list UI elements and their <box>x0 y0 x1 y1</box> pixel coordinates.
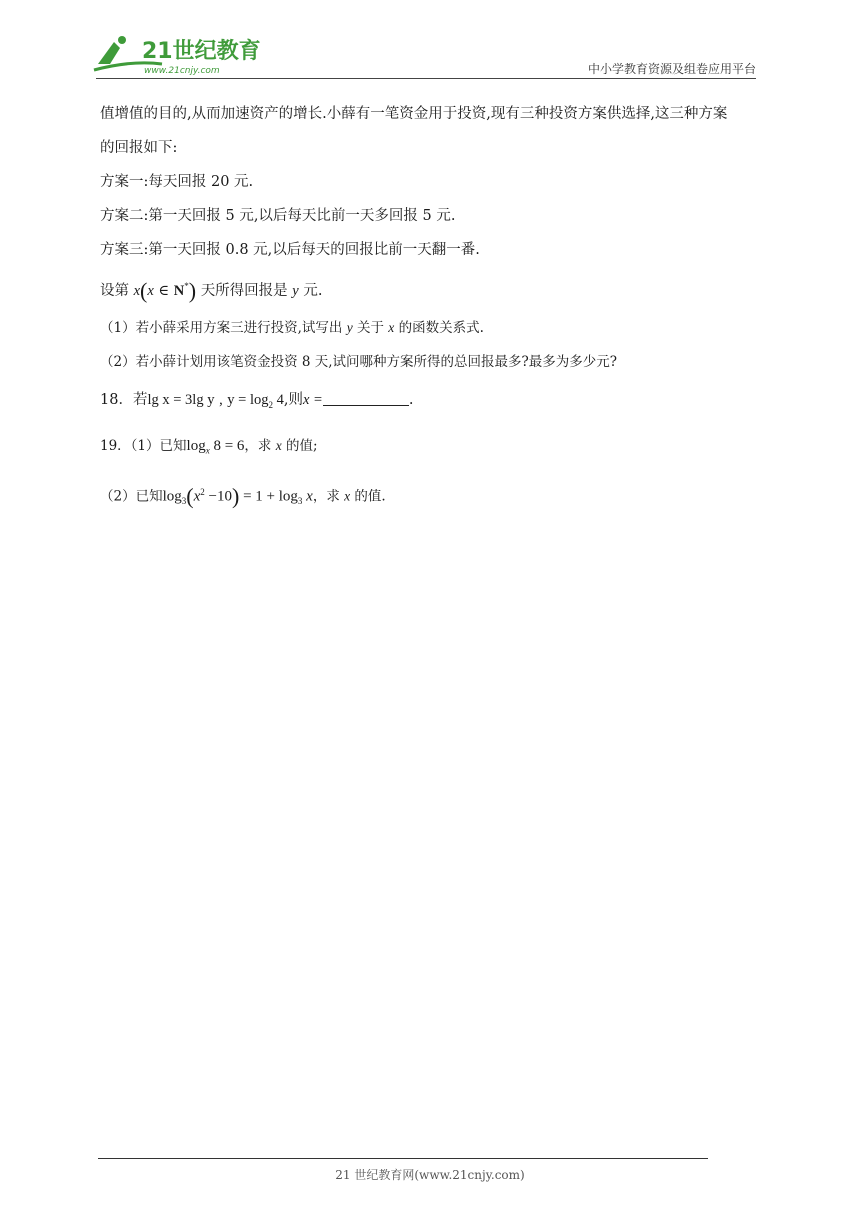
variable-definition: 设第 x(x ∈ N*) 天所得回报是 y 元. <box>100 277 323 303</box>
answer-blank[interactable] <box>323 391 409 406</box>
plan-two: 方案二:第一天回报 5 元,以后每天比前一天多回报 5 元. <box>100 208 456 224</box>
platform-name: 中小学教育资源及组卷应用平台 <box>587 62 756 76</box>
svg-text:www.21cnjy.com: www.21cnjy.com <box>144 66 220 76</box>
footer-text: 21 世纪教育网(www.21cnjy.com) <box>335 1168 525 1182</box>
plan-three: 方案三:第一天回报 0.8 元,以后每天的回报比前一天翻一番. <box>100 242 480 258</box>
question-1: （1）若小薛采用方案三进行投资,试写出 y 关于 x 的函数关系式. <box>100 320 484 336</box>
page-header <box>0 0 860 90</box>
paragraph-line: 的回报如下: <box>100 140 178 156</box>
question-2: （2）若小薛计划用该笔资金投资 8 天,试问哪种方案所得的总回报最多?最多为多少元? <box>100 354 618 370</box>
logo-21cnjy <box>92 30 272 78</box>
paragraph-line: 值增值的目的,从而加速资产的增长.小薛有一笔资金用于投资,现有三种投资方案供选择,这三种方案 <box>100 106 728 122</box>
plan-one: 方案一:每天回报 20 元. <box>100 174 254 190</box>
svg-text:21世纪教育: 21世纪教育 <box>142 39 261 64</box>
problem-18: 18．若lg x = 3lg y , $y = \log_2 4$,则x = . <box>100 392 414 410</box>
footer-divider <box>98 1158 708 1159</box>
header-divider <box>96 78 756 79</box>
problem-19-part-2: （2）已知$\log_3(x^2 -10) = 1 + \log_3 x$，求 x 的值. <box>100 483 386 509</box>
problem-19-part-1: 19．（1）已知$\log_x 8 = 6$，求 x 的值; <box>100 438 318 456</box>
